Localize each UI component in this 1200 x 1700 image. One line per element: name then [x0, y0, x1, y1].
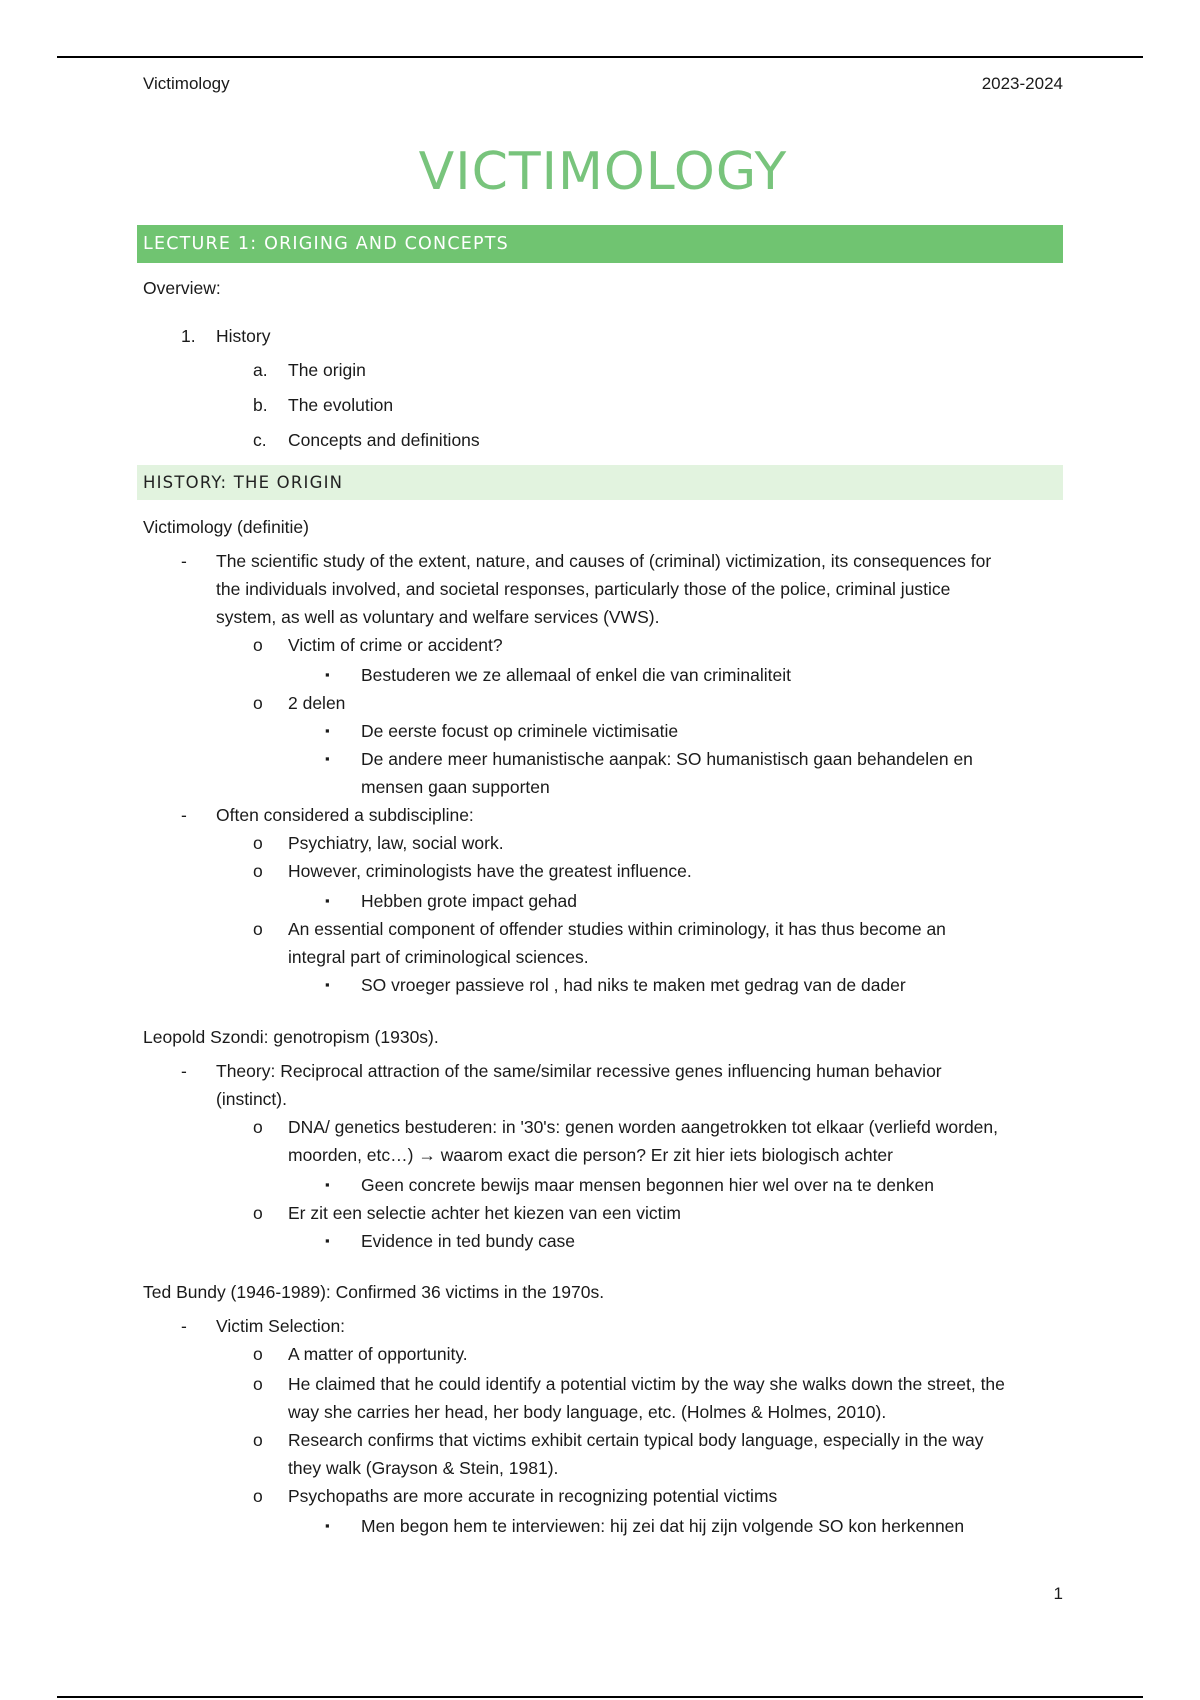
dash-bullet: -	[181, 1316, 187, 1336]
bullet-text: moorden, etc…) → waarom exact die person? Er zit hier iets biologisch achter	[288, 1145, 893, 1165]
overview-sub-item: The origin	[288, 360, 366, 380]
section-heading-text: HISTORY: THE ORIGIN	[143, 472, 344, 492]
bullet-text: SO vroeger passieve rol , had niks te maken met gedrag van de dader	[361, 975, 906, 995]
overview-item-marker: 1.	[181, 326, 196, 346]
bullet-text: Men begon hem te interviewen: hij zei dat hij zijn volgende SO kon herkennen	[361, 1516, 965, 1536]
bullet-text: Hebben grote impact gehad	[361, 891, 577, 911]
overview-item-history: History	[216, 326, 271, 346]
bullet-text: Evidence in ted bundy case	[361, 1231, 576, 1251]
bullet-text: Research confirms that victims exhibit certain typical body language, especially in the way	[288, 1430, 984, 1450]
header-right-year: 2023-2024	[981, 74, 1063, 93]
bullet-text: De eerste focust op criminele victimisatie	[361, 721, 679, 741]
bullet-text: Victim of crime or accident?	[288, 635, 503, 655]
circle-bullet: o	[253, 861, 263, 881]
bullet-text: The scientific study of the extent, nature, and causes of (criminal) victimization, its consequences for	[216, 551, 992, 571]
bullet-text: Psychiatry, law, social work.	[288, 833, 504, 853]
bullet-text: Geen concrete bewijs maar mensen begonnen hier wel over na te denken	[361, 1175, 934, 1195]
bullet-text: (instinct).	[216, 1089, 287, 1109]
overview-sub-marker: b.	[253, 395, 268, 415]
page-number: 1	[1053, 1584, 1063, 1603]
circle-bullet: o	[253, 1430, 263, 1450]
page-bottom-rule	[57, 1696, 1143, 1698]
bullet-text: the individuals involved, and societal responses, particularly those of the police, criminal justice	[216, 579, 951, 599]
bullet-text: integral part of criminological sciences.	[288, 947, 589, 967]
square-bullet: ▪	[325, 667, 330, 682]
bullet-text: A matter of opportunity.	[288, 1344, 468, 1364]
circle-bullet: o	[253, 1117, 263, 1137]
bullet-text: DNA/ genetics bestuderen: in '30's: genen worden aangetrokken tot elkaar (verliefd worden,	[288, 1117, 999, 1137]
page-top-rule	[57, 56, 1143, 58]
bullet-text: system, as well as voluntary and welfare services (VWS).	[216, 607, 660, 627]
overview-sub-marker: c.	[253, 430, 267, 450]
bullet-text: they walk (Grayson & Stein, 1981).	[288, 1458, 559, 1478]
bundy-label: Ted Bundy (1946-1989): Confirmed 36 victims in the 1970s.	[143, 1282, 605, 1302]
bullet-text: Psychopaths are more accurate in recognizing potential victims	[288, 1486, 778, 1506]
square-bullet: ▪	[325, 1518, 330, 1533]
bullet-text: Bestuderen we ze allemaal of enkel die van criminaliteit	[361, 665, 791, 685]
overview-sub-item: Concepts and definitions	[288, 430, 480, 450]
bullet-text: mensen gaan supporten	[361, 777, 550, 797]
bullet-text: An essential component of offender studies within criminology, it has thus become an	[288, 919, 946, 939]
square-bullet: ▪	[325, 1233, 330, 1248]
square-bullet: ▪	[325, 751, 330, 766]
circle-bullet: o	[253, 833, 263, 853]
circle-bullet: o	[253, 1344, 263, 1364]
section-heading	[137, 465, 1063, 500]
circle-bullet: o	[253, 1374, 263, 1394]
bullet-text: He claimed that he could identify a potential victim by the way she walks down the street, the	[288, 1374, 1005, 1394]
square-bullet: ▪	[325, 723, 330, 738]
square-bullet: ▪	[325, 893, 330, 908]
lecture-heading-text: LECTURE 1: ORIGING AND CONCEPTS	[143, 234, 509, 254]
circle-bullet: o	[253, 635, 263, 655]
bullet-text: However, criminologists have the greatest influence.	[288, 861, 692, 881]
lecture-heading	[137, 225, 1063, 263]
document-title: VICTIMOLOGY	[418, 142, 788, 202]
square-bullet: ▪	[325, 977, 330, 992]
overview-sub-marker: a.	[253, 360, 268, 380]
overview-sub-item: The evolution	[288, 395, 394, 415]
bullet-text: 2 delen	[288, 693, 346, 713]
circle-bullet: o	[253, 1203, 263, 1223]
header-left-title: Victimology	[143, 74, 230, 93]
circle-bullet: o	[253, 693, 263, 713]
running-header	[143, 70, 1063, 98]
bullet-text: De andere meer humanistische aanpak: SO humanistisch gaan behandelen en	[361, 749, 973, 769]
bullet-text: Theory: Reciprocal attraction of the same/similar recessive genes influencing human behavior	[216, 1061, 942, 1081]
circle-bullet: o	[253, 919, 263, 939]
circle-bullet: o	[253, 1486, 263, 1506]
bullet-text: Er zit een selectie achter het kiezen van een victim	[288, 1203, 681, 1223]
bullet-text: Victim Selection:	[216, 1316, 346, 1336]
bullet-text: way she carries her head, her body language, etc. (Holmes & Holmes, 2010).	[288, 1402, 887, 1422]
bullet-text: Often considered a subdiscipline:	[216, 805, 474, 825]
definition-label: Victimology (definitie)	[143, 517, 309, 537]
szondi-label: Leopold Szondi: genotropism (1930s).	[143, 1027, 439, 1047]
dash-bullet: -	[181, 551, 187, 571]
square-bullet: ▪	[325, 1177, 330, 1192]
dash-bullet: -	[181, 805, 187, 825]
dash-bullet: -	[181, 1061, 187, 1081]
overview-label: Overview:	[143, 278, 221, 298]
